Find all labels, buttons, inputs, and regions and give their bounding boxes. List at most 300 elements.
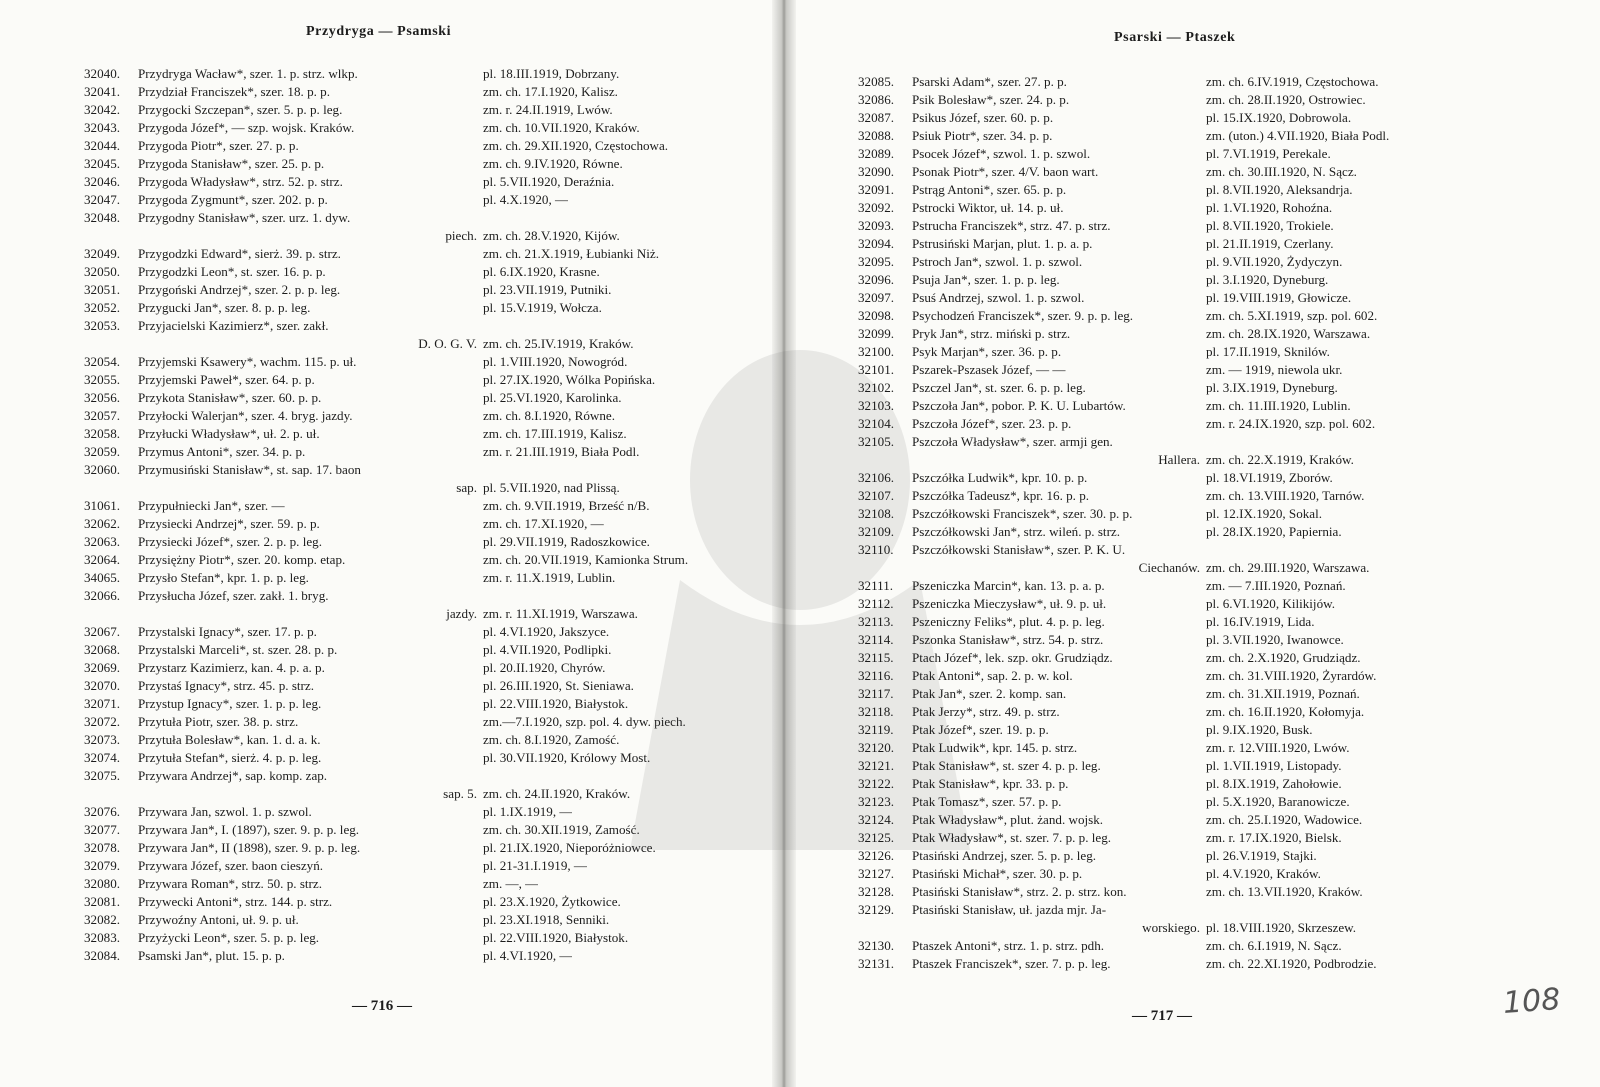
entry-fate: zm. r. 11.X.1919, Lublin.	[483, 570, 616, 585]
entry-name: Przygoda Zygmunt*, szer. 202. p. p.	[138, 192, 328, 207]
entry-row	[84, 875, 724, 893]
entry-fate: zm. ch. 25.I.1920, Wadowice.	[1206, 812, 1363, 827]
entry-fate: zm. ch. 10.VII.1920, Kraków.	[483, 120, 640, 135]
entry-number: 32084.	[84, 948, 121, 963]
entry-name: Pstrucha Franciszek*, strz. 47. p. strz.	[912, 218, 1111, 233]
entry-fate: pl. 23.X.1920, Żytkowice.	[483, 894, 621, 909]
entry-fate: pl. 6.IX.1920, Krasne.	[483, 264, 600, 279]
entry-name: Przygodny Stanisław*, szer. urz. 1. dyw.	[138, 210, 351, 225]
entry-number: 32095.	[858, 254, 895, 269]
entry-row	[84, 731, 724, 749]
entry-number: 32088.	[858, 128, 895, 143]
entry-fate: pl. 3.IX.1919, Dyneburg.	[1206, 380, 1338, 395]
entry-name: Pszczółkowski Stanisław*, szer. P. K. U.	[912, 542, 1126, 557]
entry-fate: pl. 4.V.1920, Kraków.	[1206, 866, 1321, 881]
entry-name: Przywara Jan*, I. (1897), szer. 9. p. p. leg.	[138, 822, 360, 837]
entry-row	[858, 397, 1548, 415]
entry-number: 32081.	[84, 894, 121, 909]
entry-continuation	[858, 559, 1548, 577]
entry-row	[858, 793, 1548, 811]
entry-name: Przygoński Andrzej*, szer. 2. p. p. leg.	[138, 282, 341, 297]
entry-name: Ptak Władysław*, plut. żand. wojsk.	[912, 812, 1104, 827]
entry-name: Pszeniczny Feliks*, plut. 4. p. p. leg.	[912, 614, 1105, 629]
entry-number: 32052.	[84, 300, 121, 315]
entry-row	[84, 281, 724, 299]
entry-fate: zm. ch. 8.I.1920, Zamość.	[483, 732, 620, 747]
entry-number: 32044.	[84, 138, 121, 153]
entry-row	[858, 631, 1548, 649]
entry-fate: pl. 30.VII.1920, Królowy Most.	[483, 750, 651, 765]
entry-row	[858, 91, 1548, 109]
entry-name: Przyjacielski Kazimierz*, szer. zakł.	[138, 318, 329, 333]
entry-name: Przysiężny Piotr*, szer. 20. komp. etap.	[138, 552, 346, 567]
entry-name: Psonak Piotr*, szer. 4/V. baon wart.	[912, 164, 1099, 179]
entry-name: Psikus Józef, szer. 60. p. p.	[912, 110, 1054, 125]
entry-name: Przytuła Piotr, szer. 38. p. strz.	[138, 714, 299, 729]
entry-row	[84, 515, 724, 533]
entry-row	[858, 343, 1548, 361]
entry-fate: zm. ch. 6.I.1919, N. Sącz.	[1206, 938, 1342, 953]
entry-name: Ptak Tomasz*, szer. 57. p. p.	[912, 794, 1062, 809]
entry-row	[858, 577, 1548, 595]
entry-row	[84, 119, 724, 137]
entry-name: Psamski Jan*, plut. 15. p. p.	[138, 948, 285, 963]
entry-fate: zm. ch. 28.II.1920, Ostrowiec.	[1206, 92, 1366, 107]
entry-continuation	[858, 919, 1548, 937]
entry-number: 32108.	[858, 506, 895, 521]
entry-row	[858, 721, 1548, 739]
entry-number: 32102.	[858, 380, 895, 395]
entry-row	[858, 217, 1548, 235]
entry-row	[858, 145, 1548, 163]
entry-name: Przysło Stefan*, kpr. 1. p. p. leg.	[138, 570, 309, 585]
left-entry-list	[84, 65, 724, 965]
entry-fate: pl. 22.VIII.1920, Białystok.	[483, 930, 629, 945]
entry-fate: zm. (uton.) 4.VII.1920, Biała Podl.	[1206, 128, 1390, 143]
entry-fate: zm. r. 21.III.1919, Biała Podl.	[483, 444, 640, 459]
entry-number: 34065.	[84, 570, 121, 585]
entry-number: 32099.	[858, 326, 895, 341]
entry-fate: zm. ch. 16.II.1920, Kołomyja.	[1206, 704, 1365, 719]
right-page-header: Psarski — Ptaszek	[1114, 30, 1236, 45]
entry-fate: zm. ch. 21.X.1919, Łubianki Niż.	[483, 246, 660, 261]
entry-row	[858, 811, 1548, 829]
entry-fate: zm. — 1919, niewola ukr.	[1206, 362, 1343, 377]
entry-number: 32123.	[858, 794, 895, 809]
entry-row	[858, 307, 1548, 325]
entry-row	[858, 703, 1548, 721]
entry-number: 32050.	[84, 264, 121, 279]
entry-number: 32075.	[84, 768, 121, 783]
entry-fate: zm. ch. 30.III.1920, N. Sącz.	[1206, 164, 1357, 179]
entry-fate: pl. 18.VIII.1920, Skrzeszew.	[1206, 920, 1357, 935]
entry-fate: pl. 18.III.1919, Dobrzany.	[483, 66, 620, 81]
entry-fate: pl. 1.IX.1919, —	[483, 804, 573, 819]
entry-row	[84, 425, 724, 443]
entry-fate: pl. 15.IX.1920, Dobrowola.	[1206, 110, 1352, 125]
entry-number: 32047.	[84, 192, 121, 207]
entry-name: Pszczoła Władysław*, szer. armji gen.	[912, 434, 1113, 449]
entry-row	[858, 415, 1548, 433]
entry-row	[84, 137, 724, 155]
entry-fate: zm. ch. 6.IV.1919, Częstochowa.	[1206, 74, 1379, 89]
entry-fate: pl. 29.VII.1919, Radoszkowice.	[483, 534, 650, 549]
entry-row	[858, 955, 1548, 973]
entry-row	[858, 235, 1548, 253]
entry-row	[84, 767, 724, 785]
entry-name: Przystalski Ignacy*, szer. 17. p. p.	[138, 624, 317, 639]
entry-fate: zm. ch. 30.XII.1919, Zamość.	[483, 822, 640, 837]
entry-number: 32058.	[84, 426, 121, 441]
entry-row	[858, 739, 1548, 757]
entry-name: Ptaszek Franciszek*, szer. 7. p. p. leg.	[912, 956, 1111, 971]
entry-row	[858, 289, 1548, 307]
entry-row	[84, 371, 724, 389]
entry-name: Ptak Józef*, szer. 19. p. p.	[912, 722, 1049, 737]
entry-name: Pszczoła Józef*, szer. 23. p. p.	[912, 416, 1072, 431]
entry-number: 32072.	[84, 714, 121, 729]
entry-number: 32079.	[84, 858, 121, 873]
entry-fate: pl. 21.II.1919, Czerlany.	[1206, 236, 1334, 251]
entry-fate: pl. 6.VI.1920, Kilikijów.	[1206, 596, 1335, 611]
entry-fate: pl. 9.IX.1920, Busk.	[1206, 722, 1313, 737]
entry-number: 32106.	[858, 470, 895, 485]
entry-row	[84, 893, 724, 911]
entry-fate: zm. ch. 29.III.1920, Warszawa.	[1206, 560, 1370, 575]
entry-name: Przydryga Wacław*, szer. 1. p. strz. wlkp.	[138, 66, 358, 81]
entry-row	[858, 667, 1548, 685]
entry-number: 32077.	[84, 822, 121, 837]
entry-row	[858, 253, 1548, 271]
entry-row	[858, 775, 1548, 793]
entry-name: Pszczółkowski Franciszek*, szer. 30. p. p.	[912, 506, 1133, 521]
entry-fate: pl. 17.II.1919, Sknilów.	[1206, 344, 1330, 359]
entry-fate: pl. 25.VI.1920, Karolinka.	[483, 390, 622, 405]
entry-number: 32041.	[84, 84, 121, 99]
entry-row	[84, 713, 724, 731]
entry-fate: zm. ch. 11.III.1920, Lublin.	[1206, 398, 1351, 413]
entry-fate: zm. ch. 5.XI.1919, szp. pol. 602.	[1206, 308, 1378, 323]
entry-name: Przystaś Ignacy*, strz. 45. p. strz.	[138, 678, 314, 693]
entry-row	[84, 353, 724, 371]
entry-name: Przyłocki Walerjan*, szer. 4. bryg. jazdy.	[138, 408, 353, 423]
entry-name: Pszonka Stanisław*, strz. 54. p. strz.	[912, 632, 1104, 647]
entry-number: 32071.	[84, 696, 121, 711]
entry-name: Przyłucki Władysław*, uł. 2. p. uł.	[138, 426, 320, 441]
entry-name: Przysiecki Józef*, szer. 2. p. p. leg.	[138, 534, 322, 549]
entry-fate: zm. ch. 9.VII.1919, Brześć n/B.	[483, 498, 650, 513]
entry-number: 32069.	[84, 660, 121, 675]
entry-name: Przygocki Szczepan*, szer. 5. p. p. leg.	[138, 102, 343, 117]
entry-name: Przystalski Marceli*, st. szer. 28. p. p.	[138, 642, 338, 657]
entry-row	[858, 757, 1548, 775]
entry-name: Psychodzeń Franciszek*, szer. 9. p. p. leg.	[912, 308, 1134, 323]
entry-row	[84, 749, 724, 767]
entry-fate: pl. 28.IX.1920, Papiernia.	[1206, 524, 1342, 539]
entry-name: Przywara Andrzej*, sap. komp. zap.	[138, 768, 328, 783]
entry-row	[858, 469, 1548, 487]
entry-row	[84, 911, 724, 929]
entry-number: 32098.	[858, 308, 895, 323]
entry-name: Przygoda Władysław*, strz. 52. p. strz.	[138, 174, 343, 189]
entry-name: Pszarek-Pszasek Józef, — —	[912, 362, 1066, 377]
entry-name: Przystup Ignacy*, szer. 1. p. p. leg.	[138, 696, 322, 711]
entry-fate: zm. ch. 31.VIII.1920, Żyrardów.	[1206, 668, 1377, 683]
entry-name: Przywara Jan*, II (1898), szer. 9. p. p. leg.	[138, 840, 361, 855]
entry-continuation	[858, 451, 1548, 469]
right-entry-list	[858, 73, 1548, 973]
entry-continuation-text: jazdy.	[446, 606, 477, 621]
entry-fate: pl. 12.IX.1920, Sokal.	[1206, 506, 1323, 521]
entry-name: Przykota Stanisław*, szer. 60. p. p.	[138, 390, 322, 405]
entry-number: 32055.	[84, 372, 121, 387]
entry-number: 32062.	[84, 516, 121, 531]
entry-fate: zm. ch. 22.XI.1920, Podbrodzie.	[1206, 956, 1377, 971]
entry-row	[84, 641, 724, 659]
entry-fate: pl. 16.IV.1919, Lida.	[1206, 614, 1315, 629]
entry-row	[84, 569, 724, 587]
entry-fate: pl. 20.II.1920, Chyrów.	[483, 660, 606, 675]
entry-name: Pstroch Jan*, szwol. 1. p. szwol.	[912, 254, 1083, 269]
entry-fate: zm.—7.I.1920, szp. pol. 4. dyw. piech.	[483, 714, 686, 729]
entry-row	[84, 407, 724, 425]
entry-fate: pl. 3.VII.1920, Iwanowce.	[1206, 632, 1344, 647]
entry-name: Przymusiński Stanisław*, st. sap. 17. baon	[138, 462, 361, 477]
entry-row	[858, 649, 1548, 667]
entry-number: 32122.	[858, 776, 895, 791]
entry-number: 32063.	[84, 534, 121, 549]
entry-fate: zm. ch. 28.IX.1920, Warszawa.	[1206, 326, 1371, 341]
entry-continuation-text: Hallera.	[1158, 452, 1200, 467]
entry-row	[84, 803, 724, 821]
entry-number: 32060.	[84, 462, 121, 477]
entry-name: Przygoda Józef*, — szp. wojsk. Kraków.	[138, 120, 355, 135]
entry-number: 32105.	[858, 434, 895, 449]
entry-fate: pl. 1.VII.1919, Listopady.	[1206, 758, 1342, 773]
entry-number: 32114.	[858, 632, 894, 647]
entry-row	[858, 181, 1548, 199]
entry-row	[84, 461, 724, 479]
entry-row	[858, 271, 1548, 289]
entry-name: Pstrusiński Marjan, plut. 1. p. a. p.	[912, 236, 1093, 251]
entry-name: Psuś Andrzej, szwol. 1. p. szwol.	[912, 290, 1085, 305]
entry-fate: zm. ch. 13.VII.1920, Kraków.	[1206, 884, 1363, 899]
entry-number: 32078.	[84, 840, 121, 855]
entry-number: 32080.	[84, 876, 121, 891]
entry-name: Przytuła Bolesław*, kan. 1. d. a. k.	[138, 732, 321, 747]
left-page	[0, 0, 780, 1087]
entry-row	[84, 443, 724, 461]
entry-number: 32054.	[84, 354, 121, 369]
entry-row	[858, 73, 1548, 91]
entry-continuation	[84, 785, 724, 803]
entry-row	[84, 587, 724, 605]
entry-row	[858, 199, 1548, 217]
entry-fate: zm. ch. 8.I.1920, Równe.	[483, 408, 616, 423]
entry-fate: pl. 5.X.1920, Baranowicze.	[1206, 794, 1350, 809]
entry-name: Przypułniecki Jan*, szer. —	[138, 498, 285, 513]
entry-continuation-text: Ciechanów.	[1138, 560, 1200, 575]
entry-name: Ptasiński Stanisław*, strz. 2. p. strz. kon.	[912, 884, 1127, 899]
entry-row	[858, 685, 1548, 703]
left-page-header: Przydryga — Psamski	[306, 24, 452, 39]
entry-number: 32107.	[858, 488, 895, 503]
entry-name: Pryk Jan*, strz. miński p. strz.	[912, 326, 1071, 341]
entry-number: 32101.	[858, 362, 895, 377]
entry-name: Psuja Jan*, szer. 1. p. p. leg.	[912, 272, 1060, 287]
entry-number: 32083.	[84, 930, 121, 945]
entry-number: 32040.	[84, 66, 121, 81]
entry-row	[84, 821, 724, 839]
entry-fate: pl. 8.IX.1919, Zahołowie.	[1206, 776, 1342, 791]
entry-name: Przywara Roman*, strz. 50. p. strz.	[138, 876, 322, 891]
entry-fate: zm. ch. 20.VII.1919, Kamionka Strum.	[483, 552, 689, 567]
entry-number: 32113.	[858, 614, 894, 629]
entry-number: 32049.	[84, 246, 121, 261]
entry-row	[84, 191, 724, 209]
entry-number: 32089.	[858, 146, 895, 161]
entry-fate: zm. ch. 28.V.1920, Kijów.	[483, 228, 620, 243]
entry-continuation	[84, 605, 724, 623]
entry-fate: pl. 9.VII.1920, Żydyczyn.	[1206, 254, 1343, 269]
entry-fate: pl. 3.I.1920, Dyneburg.	[1206, 272, 1329, 287]
entry-fate: pl. 26.V.1919, Stajki.	[1206, 848, 1317, 863]
entry-number: 32066.	[84, 588, 121, 603]
entry-name: Przyżycki Leon*, szer. 5. p. p. leg.	[138, 930, 320, 945]
entry-number: 32043.	[84, 120, 121, 135]
entry-number: 32093.	[858, 218, 895, 233]
entry-row	[858, 127, 1548, 145]
entry-row	[858, 505, 1548, 523]
entry-continuation	[84, 479, 724, 497]
entry-number: 32067.	[84, 624, 121, 639]
entry-number: 32053.	[84, 318, 121, 333]
entry-row	[858, 109, 1548, 127]
entry-continuation	[84, 227, 724, 245]
entry-fate: zm. —, —	[483, 876, 539, 891]
entry-fate: pl. 22.VIII.1920, Białystok.	[483, 696, 629, 711]
entry-fate: zm. ch. 24.II.1920, Kraków.	[483, 786, 631, 801]
entry-number: 32129.	[858, 902, 895, 917]
entry-name: Przysiecki Andrzej*, szer. 59. p. p.	[138, 516, 320, 531]
entry-number: 32090.	[858, 164, 895, 179]
entry-fate: zm. ch. 17.I.1920, Kalisz.	[483, 84, 618, 99]
entry-name: Pstrocki Wiktor, uł. 14. p. uł.	[912, 200, 1064, 215]
entry-fate: zm. ch. 31.XII.1919, Poznań.	[1206, 686, 1360, 701]
entry-row	[84, 245, 724, 263]
entry-row	[84, 263, 724, 281]
entry-row	[84, 929, 724, 947]
entry-row	[84, 695, 724, 713]
entry-continuation-text: piech.	[445, 228, 477, 243]
entry-fate: pl. 21-31.I.1919, —	[483, 858, 588, 873]
entry-row	[858, 595, 1548, 613]
entry-name: Psyk Marjan*, szer. 36. p. p.	[912, 344, 1062, 359]
entry-row	[858, 613, 1548, 631]
entry-fate: pl. 18.VI.1919, Zborów.	[1206, 470, 1333, 485]
entry-fate: pl. 27.IX.1920, Wólka Popińska.	[483, 372, 656, 387]
entry-name: Przydział Franciszek*, szer. 18. p. p.	[138, 84, 330, 99]
entry-fate: zm. ch. 17.III.1919, Kalisz.	[483, 426, 627, 441]
entry-number: 32130.	[858, 938, 895, 953]
entry-row	[84, 497, 724, 515]
entry-row	[858, 865, 1548, 883]
entry-fate: pl. 21.IX.1920, Nieporóżniowce.	[483, 840, 656, 855]
entry-row	[858, 847, 1548, 865]
entry-number: 32100.	[858, 344, 895, 359]
entry-row	[858, 541, 1548, 559]
entry-number: 32103.	[858, 398, 895, 413]
entry-number: 32046.	[84, 174, 121, 189]
entry-fate: pl. 5.VII.1920, Deraźnia.	[483, 174, 615, 189]
entry-number: 32109.	[858, 524, 895, 539]
entry-fate: pl. 4.VII.1920, Podlipki.	[483, 642, 612, 657]
entry-number: 32070.	[84, 678, 121, 693]
entry-name: Przywoźny Antoni, uł. 9. p. uł.	[138, 912, 299, 927]
entry-row	[84, 551, 724, 569]
entry-name: Pszczółka Tadeusz*, kpr. 16. p. p.	[912, 488, 1090, 503]
entry-row	[858, 361, 1548, 379]
entry-name: Pszeniczka Mieczysław*, uł. 9. p. uł.	[912, 596, 1107, 611]
entry-row	[858, 829, 1548, 847]
entry-row	[84, 173, 724, 191]
entry-number: 32087.	[858, 110, 895, 125]
entry-name: Przysłucha Józef, szer. zakł. 1. bryg.	[138, 588, 329, 603]
entry-name: Ptak Stanisław*, st. szer 4. p. p. leg.	[912, 758, 1101, 773]
entry-row	[858, 937, 1548, 955]
entry-name: Przygodzki Leon*, st. szer. 16. p. p.	[138, 264, 326, 279]
entry-number: 32051.	[84, 282, 121, 297]
entry-number: 32128.	[858, 884, 895, 899]
entry-number: 32056.	[84, 390, 121, 405]
entry-number: 32073.	[84, 732, 121, 747]
entry-row	[84, 155, 724, 173]
entry-number: 32116.	[858, 668, 894, 683]
entry-name: Przytuła Stefan*, sierż. 4. p. p. leg.	[138, 750, 322, 765]
entry-row	[84, 659, 724, 677]
entry-fate: pl. 4.VI.1920, Jakszyce.	[483, 624, 610, 639]
entry-continuation-text: D. O. G. V.	[418, 336, 477, 351]
entry-number: 32059.	[84, 444, 121, 459]
entry-number: 32048.	[84, 210, 121, 225]
entry-name: Ptak Ludwik*, kpr. 145. p. strz.	[912, 740, 1078, 755]
entry-name: Pszczoła Jan*, pobor. P. K. U. Lubartów.	[912, 398, 1126, 413]
entry-row	[858, 883, 1548, 901]
entry-fate: zm. — 7.III.1920, Poznań.	[1206, 578, 1346, 593]
entry-name: Przygoda Stanisław*, szer. 25. p. p.	[138, 156, 325, 171]
entry-row	[84, 83, 724, 101]
entry-name: Psocek Józef*, szwol. 1. p. szwol.	[912, 146, 1091, 161]
entry-fate: pl. 7.VI.1919, Perekale.	[1206, 146, 1331, 161]
entry-number: 32091.	[858, 182, 895, 197]
entry-name: Ptak Antoni*, sap. 2. p. w. kol.	[912, 668, 1073, 683]
entry-number: 32126.	[858, 848, 895, 863]
entry-row	[858, 379, 1548, 397]
entry-fate: pl. 8.VII.1920, Trokiele.	[1206, 218, 1334, 233]
entry-number: 32124.	[858, 812, 895, 827]
entry-fate: zm. ch. 9.IV.1920, Równe.	[483, 156, 623, 171]
entry-name: Przygoda Piotr*, szer. 27. p. p.	[138, 138, 299, 153]
entry-name: Przywara Józef, szer. baon cieszyń.	[138, 858, 324, 873]
entry-name: Psik Bolesław*, szer. 24. p. p.	[912, 92, 1070, 107]
entry-number: 32045.	[84, 156, 121, 171]
entry-number: 32115.	[858, 650, 894, 665]
entry-row	[84, 317, 724, 335]
entry-row	[84, 839, 724, 857]
entry-row	[858, 163, 1548, 181]
entry-number: 32082.	[84, 912, 121, 927]
entry-number: 32127.	[858, 866, 895, 881]
